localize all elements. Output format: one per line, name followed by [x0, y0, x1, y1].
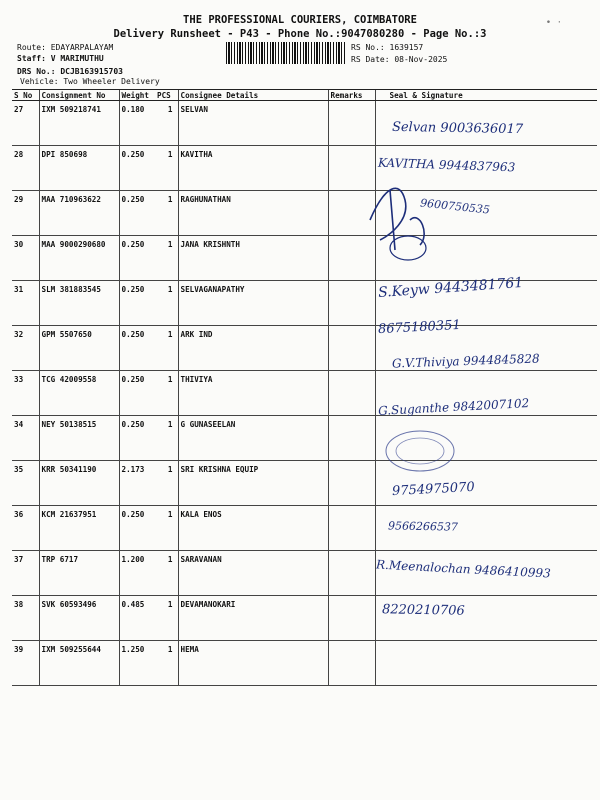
cell-sno: 38: [12, 596, 39, 641]
cell-remarks: [328, 506, 375, 551]
cell-sno: 28: [12, 146, 39, 191]
cell-consignee: SARAVANAN: [178, 551, 328, 596]
cell-weight: 0.250: [119, 416, 155, 461]
signature-1: Selvan 9003636017: [391, 119, 524, 138]
cell-weight: 0.485: [119, 596, 155, 641]
cell-consignee: ARK IND: [178, 326, 328, 371]
cell-consignee: SRI KRISHNA EQUIP: [178, 461, 328, 506]
cell-weight: 0.250: [119, 191, 155, 236]
cell-pcs: 1: [155, 326, 178, 371]
cell-consignment: DPI 850698: [39, 146, 119, 191]
col-consignment: Consignment No: [39, 90, 119, 101]
col-signature: Seal & Signature: [375, 90, 597, 101]
staff-label: Staff: V MARIMUTHU: [17, 54, 104, 63]
company-name: THE PROFESSIONAL COURIERS, COIMBATORE: [183, 14, 417, 26]
cell-consignee: SELVAGANAPATHY: [178, 281, 328, 326]
cell-remarks: [328, 641, 375, 686]
cell-consignee: DEVAMANOKARI: [178, 596, 328, 641]
signature-10: R.Meenalochan 9486410993: [375, 557, 552, 581]
signature-11: 8220210706: [381, 602, 465, 619]
cell-consignment: TCG 42009558: [39, 371, 119, 416]
cell-remarks: [328, 281, 375, 326]
cell-consignment: KRR 50341190: [39, 461, 119, 506]
cell-consignment: NEY 50138515: [39, 416, 119, 461]
cell-weight: 0.250: [119, 146, 155, 191]
cell-consignment: SVK 60593496: [39, 596, 119, 641]
route-label: Route: EDAYARPALAYAM: [17, 43, 114, 52]
cell-pcs: 1: [155, 191, 178, 236]
cell-pcs: 1: [155, 596, 178, 641]
cell-sno: 32: [12, 326, 39, 371]
cell-consignee: RAGHUNATHAN: [178, 191, 328, 236]
seal-stamp: [380, 426, 460, 476]
cell-weight: 2.173: [119, 461, 155, 506]
table-row: [12, 596, 597, 641]
table-row: [12, 236, 597, 281]
cell-pcs: 1: [155, 461, 178, 506]
cell-sno: 34: [12, 416, 39, 461]
col-remarks: Remarks: [328, 90, 375, 101]
cell-consignment: SLM 381883545: [39, 281, 119, 326]
cell-weight: 0.250: [119, 281, 155, 326]
cell-remarks: [328, 371, 375, 416]
cell-consignment: GPM 5507650: [39, 326, 119, 371]
cell-sno: 35: [12, 461, 39, 506]
cell-pcs: 1: [155, 101, 178, 146]
signature-2: KAVITHA 9944837963: [377, 155, 516, 175]
col-pcs: PCS: [155, 90, 178, 101]
cell-consignee: HEMA: [178, 641, 328, 686]
col-sno: S No: [12, 90, 39, 101]
cell-remarks: [328, 416, 375, 461]
cell-weight: 0.250: [119, 371, 155, 416]
cell-remarks: [328, 551, 375, 596]
cell-pcs: 1: [155, 641, 178, 686]
table-row: [12, 191, 597, 236]
col-weight: Weight: [119, 90, 155, 101]
runsheet-table: [12, 89, 597, 686]
drs-label: DRS No.: DCJB163915703: [17, 67, 123, 76]
signature-9: 9566266537: [387, 519, 459, 534]
table-row: [12, 641, 597, 686]
cell-consignee: SELVAN: [178, 101, 328, 146]
table-row: [12, 506, 597, 551]
cell-sno: 27: [12, 101, 39, 146]
cell-sno: 37: [12, 551, 39, 596]
rs-number: RS No.: 1639157: [351, 43, 424, 52]
cell-pcs: 1: [155, 146, 178, 191]
cell-pcs: 1: [155, 281, 178, 326]
cell-pcs: 1: [155, 236, 178, 281]
cell-weight: 0.250: [119, 326, 155, 371]
signature-3: 9600750535: [419, 196, 491, 217]
cell-consignment: MAA 9000290680: [39, 236, 119, 281]
cell-sno: 31: [12, 281, 39, 326]
signature-5: 8675180351: [377, 317, 462, 338]
signature-8: 9754975070: [391, 479, 476, 500]
signature-scribble-29: [360, 180, 440, 270]
cell-weight: 1.250: [119, 641, 155, 686]
cell-consignee: KALA ENOS: [178, 506, 328, 551]
cell-sno: 29: [12, 191, 39, 236]
signature-6: G.V.Thiviya 9944845828: [391, 351, 540, 371]
signature-4: S.Keyw 9443481761: [377, 274, 524, 302]
cell-weight: 0.180: [119, 101, 155, 146]
table-row: [12, 416, 597, 461]
cell-pcs: 1: [155, 416, 178, 461]
cell-pcs: 1: [155, 551, 178, 596]
cell-signature: [375, 641, 597, 686]
cell-sno: 36: [12, 506, 39, 551]
runsheet-subtitle: Delivery Runsheet - P43 - Phone No.:9047080280 - Page No.:3: [113, 28, 487, 40]
vehicle-label: Vehicle: Two Wheeler Delivery: [20, 77, 160, 86]
cell-consignment: TRP 6717: [39, 551, 119, 596]
cell-weight: 0.250: [119, 506, 155, 551]
cell-remarks: [328, 101, 375, 146]
cell-remarks: [328, 596, 375, 641]
table-row: [12, 461, 597, 506]
cell-sno: 33: [12, 371, 39, 416]
cell-weight: 0.250: [119, 236, 155, 281]
cell-consignee: JANA KRISHNTH: [178, 236, 328, 281]
cell-consignment: IXM 509218741: [39, 101, 119, 146]
cell-pcs: 1: [155, 506, 178, 551]
table-header-row: [12, 90, 597, 101]
cell-remarks: [328, 326, 375, 371]
cell-consignment: KCM 21637951: [39, 506, 119, 551]
cell-consignee: G GUNASEELAN: [178, 416, 328, 461]
signature-7: G.Suganthe 9842007102: [377, 396, 530, 418]
corner-mark: • ·: [545, 18, 562, 28]
cell-consignment: IXM 509255644: [39, 641, 119, 686]
cell-remarks: [328, 461, 375, 506]
barcode: [226, 42, 346, 64]
cell-sno: 30: [12, 236, 39, 281]
cell-consignee: KAVITHA: [178, 146, 328, 191]
cell-sno: 39: [12, 641, 39, 686]
cell-consignment: MAA 710963622: [39, 191, 119, 236]
rs-date: RS Date: 08-Nov-2025: [351, 55, 448, 64]
cell-pcs: 1: [155, 371, 178, 416]
col-consignee: Consignee Details: [178, 90, 328, 101]
cell-consignee: THIVIYA: [178, 371, 328, 416]
cell-weight: 1.200: [119, 551, 155, 596]
